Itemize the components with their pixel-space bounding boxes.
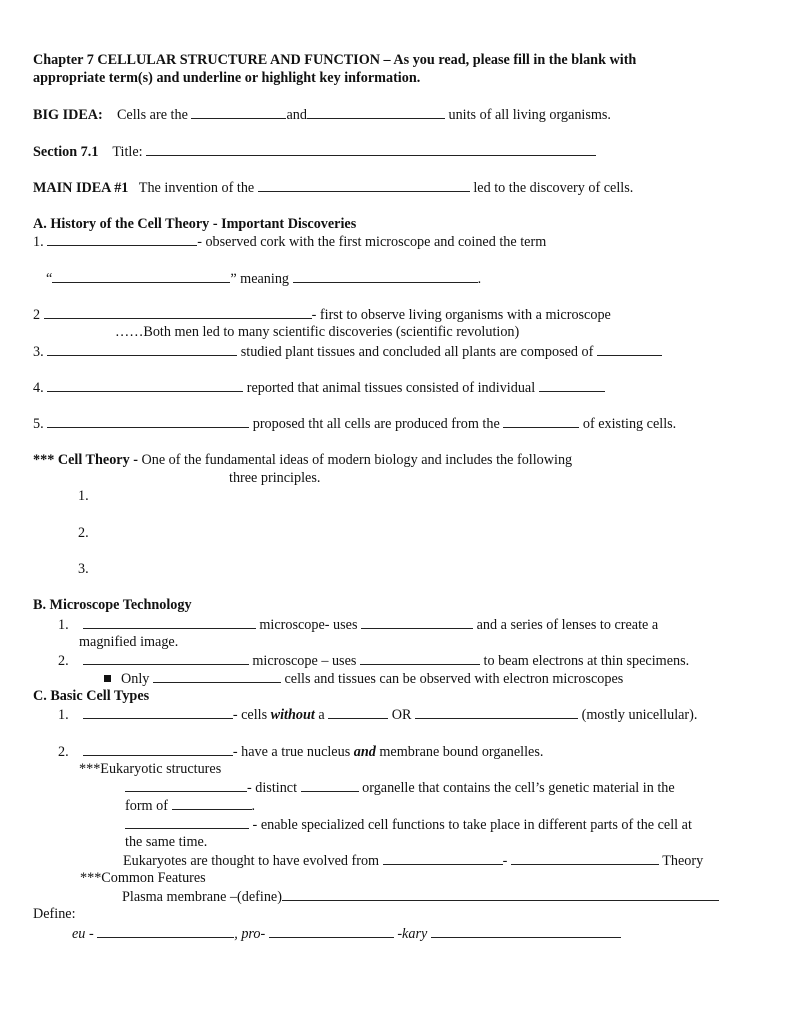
history-item-4-num: 4. [33, 380, 48, 396]
eukaryotic-item-3-text-1: Eukaryotes are thought to have evolved from [123, 853, 383, 869]
cell-type-1-num: 1. [58, 707, 69, 723]
history-item-5-text-2: of existing cells. [579, 416, 677, 432]
history-item-5-num: 5. [33, 416, 48, 432]
cell-types-heading: C. Basic Cell Types [33, 688, 150, 704]
history-item-1-num: 1. [33, 234, 48, 250]
microscope-item-1 [58, 616, 658, 634]
eukaryotic-item-1b [125, 797, 255, 815]
history-item-1 [33, 233, 546, 251]
microscope-item-3-text-2: cells and tissues can be observed with electron microscopes [280, 671, 624, 687]
microscope-heading: B. Microscope Technology [33, 597, 192, 613]
blank-history-3a[interactable] [47, 343, 237, 356]
blank-history-4a[interactable] [47, 379, 243, 392]
plasma-membrane-line [122, 888, 719, 906]
eukaryotic-item-1 [125, 779, 675, 797]
blank-history-1[interactable] [47, 233, 197, 246]
cell-theory-label: *** Cell Theory - [33, 452, 138, 468]
blank-section-title[interactable] [146, 143, 596, 156]
big-idea-text-2: and [286, 107, 307, 123]
history-item-3-num: 3. [33, 344, 48, 360]
microscope-item-3 [104, 670, 623, 688]
blank-microscope-2a[interactable] [83, 652, 249, 665]
blank-euk-2[interactable] [125, 816, 249, 829]
history-item-5-text-1: proposed tht all cells are produced from the [249, 416, 504, 432]
main-idea-text-1: The invention of the [138, 180, 258, 196]
section-title-label: Title: [112, 144, 147, 160]
history-item-4 [33, 379, 605, 397]
blank-define-kary[interactable] [431, 925, 621, 938]
cell-type-1-text-3: a [314, 707, 329, 723]
blank-euk-1c[interactable] [172, 797, 252, 810]
cell-theory-line [33, 452, 572, 469]
history-item-5 [33, 415, 676, 433]
blank-microscope-1a[interactable] [83, 616, 256, 629]
history-item-3 [33, 343, 662, 361]
cell-theory-text-1: One of the fundamental ideas of modern biology and includes the following [137, 452, 573, 468]
cell-theory-principle-2: 2. [78, 525, 89, 541]
blank-define-pro[interactable] [269, 925, 394, 938]
define-kary: -kary [393, 926, 431, 942]
eukaryotic-item-1-text-1: - distinct [247, 780, 301, 796]
blank-history-4b[interactable] [539, 379, 605, 392]
cell-type-1-without: without [270, 707, 315, 723]
cell-type-1-or: OR [388, 707, 416, 723]
blank-euk-1b[interactable] [301, 779, 359, 792]
blank-history-term[interactable] [52, 270, 230, 283]
eukaryotic-item-2 [125, 816, 692, 834]
history-item-1b [46, 270, 481, 288]
blank-plasma-membrane[interactable] [282, 888, 719, 901]
history-item-4-text: reported that animal tissues consisted of individual [243, 380, 539, 396]
plasma-membrane-text: Plasma membrane –(define) [122, 889, 282, 905]
blank-big-idea-2[interactable] [307, 106, 445, 119]
history-heading: A. History of the Cell Theory - Important Discoveries [33, 216, 357, 232]
cell-type-2 [58, 743, 543, 761]
eukaryotic-item-3 [123, 852, 703, 870]
microscope-item-1-text-3: magnified image. [79, 634, 179, 650]
history-item-1b-meaning: ” meaning [230, 271, 293, 287]
microscope-item-1-num: 1. [58, 617, 69, 633]
blank-microscope-3[interactable] [153, 670, 281, 683]
eukaryotic-item-1-text-2: organelle that contains the cell’s genetic material in the [358, 780, 675, 796]
microscope-item-1-text-2: and a series of lenses to create a [473, 617, 659, 633]
main-idea-text-2: led to the discovery of cells. [469, 180, 634, 196]
define-line [72, 925, 621, 943]
header-line-1: Chapter 7 CELLULAR STRUCTURE AND FUNCTION – As you read, please fill in the blank with [33, 52, 637, 68]
history-item-2 [33, 306, 611, 324]
blank-microscope-2b[interactable] [360, 652, 480, 665]
big-idea-line [33, 106, 611, 124]
cell-type-2-text-1: - have a true nucleus [232, 744, 354, 760]
blank-cell-type-2[interactable] [83, 743, 233, 756]
eukaryotic-item-1-form: form of [125, 798, 172, 814]
blank-define-eu[interactable] [97, 925, 234, 938]
square-bullet-icon [104, 675, 111, 682]
header-line-2: appropriate term(s) and underline or highlight key information. [33, 70, 421, 86]
cell-theory-principle-3: 3. [78, 561, 89, 577]
history-item-2b: ……Both men led to many scientific discoveries (scientific revolution) [115, 324, 520, 340]
main-idea-label: MAIN IDEA #1 [33, 180, 129, 196]
history-item-3-text: studied plant tissues and concluded all plants are composed of [237, 344, 597, 360]
blank-cell-type-1c[interactable] [415, 706, 578, 719]
blank-microscope-1b[interactable] [361, 616, 473, 629]
define-pro: , pro- [234, 926, 269, 942]
blank-big-idea-1[interactable] [191, 106, 286, 119]
blank-cell-type-1b[interactable] [328, 706, 388, 719]
open-quote: “ [46, 271, 53, 287]
microscope-item-3-text-1: Only [121, 671, 153, 687]
big-idea-text-1: Cells are the [116, 107, 192, 123]
eukaryotic-item-1-end: . [251, 798, 256, 814]
cell-type-1 [58, 706, 697, 724]
cell-type-1-text-1: - cells [232, 707, 271, 723]
blank-history-3b[interactable] [597, 343, 662, 356]
cell-theory-text-2: three principles. [229, 470, 321, 486]
blank-history-meaning[interactable] [293, 270, 478, 283]
eukaryotic-item-2b: the same time. [125, 834, 208, 850]
eukaryotic-item-3-dash: - [502, 853, 511, 869]
history-item-2-num: 2 [33, 307, 44, 323]
cell-type-2-text-3: membrane bound organelles. [375, 744, 544, 760]
big-idea-text-3: units of all living organisms. [444, 107, 611, 123]
blank-history-5a[interactable] [47, 415, 249, 428]
cell-type-2-num: 2. [58, 744, 69, 760]
cell-type-2-and: and [353, 744, 376, 760]
blank-main-idea[interactable] [258, 179, 470, 192]
microscope-item-2-num: 2. [58, 653, 69, 669]
section-line [33, 143, 596, 161]
microscope-item-2-text-1: microscope – uses [248, 653, 360, 669]
cell-theory-principle-1: 1. [78, 488, 89, 504]
microscope-item-1-text-1: microscope- uses [255, 617, 362, 633]
blank-history-2[interactable] [44, 306, 312, 319]
cell-type-1-text-5: (mostly unicellular). [578, 707, 698, 723]
define-label: Define: [33, 906, 76, 922]
microscope-item-2-text-2: to beam electrons at thin specimens. [479, 653, 690, 669]
history-item-1b-end: . [477, 271, 482, 287]
blank-euk-3b[interactable] [511, 852, 659, 865]
section-label: Section 7.1 [33, 144, 99, 160]
microscope-item-2 [58, 652, 689, 670]
eukaryotic-item-2-text-1: - enable specialized cell functions to take place in different parts of the cell at [249, 817, 692, 833]
define-eu: eu - [72, 926, 98, 942]
eukaryotic-structures-label: ***Eukaryotic structures [79, 761, 222, 777]
blank-euk-3a[interactable] [383, 852, 503, 865]
eukaryotic-item-3-theory: Theory [658, 853, 704, 869]
big-idea-label: BIG IDEA: [33, 107, 103, 123]
blank-history-5b[interactable] [503, 415, 579, 428]
history-item-1-text: - observed cork with the first microscope and coined the term [197, 234, 547, 250]
common-features-label: ***Common Features [80, 870, 206, 886]
blank-euk-1a[interactable] [125, 779, 247, 792]
main-idea-line [33, 179, 633, 197]
history-item-2-text: - first to observe living organisms with a microscope [311, 307, 611, 323]
blank-cell-type-1a[interactable] [83, 706, 233, 719]
